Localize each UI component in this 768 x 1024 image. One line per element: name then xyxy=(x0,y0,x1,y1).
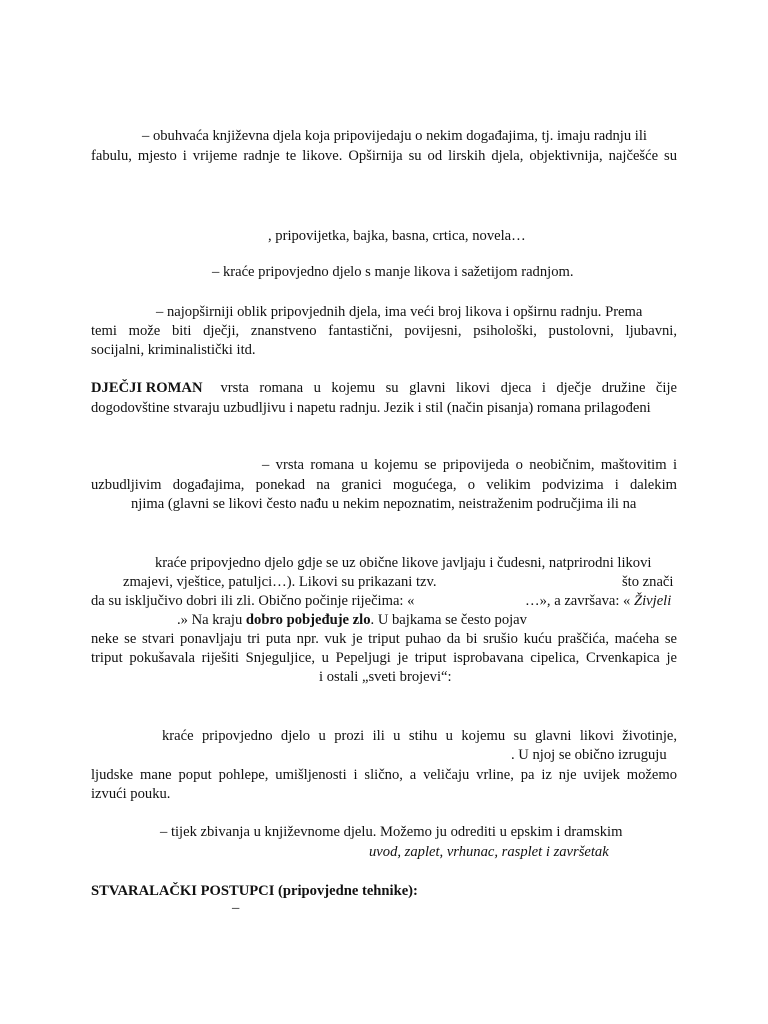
bajka-line-3c: Živjeli xyxy=(634,593,672,609)
fabula-line-1: – tijek zbivanja u književnome djelu. Možemo ju odrediti u epskim i dramskim xyxy=(160,824,623,840)
bajka-line-4b: dobro pobjeđuje zlo xyxy=(245,612,371,628)
fabula-line-2: uvod, zaplet, vrhunac, rasplet i završetak xyxy=(369,844,609,860)
fantasticni-roman-line-1: – vrsta romana u kojemu se pripovijeda o neobičnim, maštovitim i xyxy=(262,457,677,473)
bajka-line-2b: što znači xyxy=(622,574,674,590)
bajka-line-3b: …», a završava: « xyxy=(525,593,631,609)
bajka-line-6: triput pokušavala riješiti Snjeguljice, u Pepeljugi je triput isprobavana cipelica, Crvenkapica je xyxy=(91,650,677,666)
djecji-roman-title: DJEČJI ROMAN xyxy=(91,380,203,396)
fantasticni-roman-line-3: njima (glavni se likovi često nađu u nekim nepoznatim, neistraženim područjima ili na xyxy=(131,496,637,512)
bajka-line-4a: .» Na kraju xyxy=(177,612,246,628)
roman-definition-line-3: socijalni, kriminalistički itd. xyxy=(91,342,256,358)
bajka-line-3a: da su isključivo dobri ili zli. Obično počinje riječima: « xyxy=(91,593,415,609)
djecji-roman-line-1 xyxy=(91,379,677,397)
epic-kinds-list: , pripovijetka, bajka, basna, crtica, novela… xyxy=(268,228,526,244)
postupci-dash: – xyxy=(232,900,240,916)
djecji-roman-text: vrsta romana u kojemu su glavni likovi djeca i dječje družine čije xyxy=(220,380,677,396)
djecji-roman-line-2: dogodovštine stvaraju uzbudljivu i napetu radnju. Jezik i stil (način pisanja) romana prilagođeni xyxy=(91,400,651,416)
basna-line-4: izvući pouku. xyxy=(91,786,171,802)
epika-definition-line-1: – obuhvaća književna djela koja pripovijedaju o nekim događajima, tj. imaju radnju ili xyxy=(142,128,647,144)
bajka-line-1: kraće pripovjedno djelo gdje se uz obične likove javljaju i čudesni, natprirodni likovi xyxy=(155,555,652,571)
roman-definition-line-2: temi može biti dječji, znanstveno fantastični, povijesni, psihološki, pustolovni, ljubavni, xyxy=(91,323,677,339)
roman-definition-line-1: – najopširniji oblik pripovjednih djela, ima veći broj likova i opširnu radnju. Prema xyxy=(156,304,643,320)
postupci-title: STVARALAČKI POSTUPCI (pripovjedne tehnike): xyxy=(91,883,418,899)
basna-line-2: . U njoj se obično izruguju xyxy=(511,747,667,763)
basna-line-1: kraće pripovjedno djelo u prozi ili u stihu u kojemu su glavni likovi životinje, xyxy=(162,728,677,744)
bajka-line-7: i ostali „sveti brojevi“: xyxy=(319,669,452,685)
pripovijetka-definition: – kraće pripovjedno djelo s manje likova i sažetijom radnjom. xyxy=(212,264,574,280)
bajka-line-2a: zmajevi, vještice, patuljci…). Likovi su prikazani tzv. xyxy=(123,574,437,590)
bajka-line-4 xyxy=(177,611,527,629)
epika-definition-line-2: fabulu, mjesto i vrijeme radnje te likove. Opširnija su od lirskih djela, objektivnija, najčešće su xyxy=(91,148,677,164)
basna-line-3: ljudske mane poput pohlepe, umišljenosti i slično, a veličaju vrline, pa iz nje uvijek možemo xyxy=(91,767,677,783)
bajka-line-5: neke se stvari ponavljaju tri puta npr. vuk je triput puhao da bi srušio kuću praščića, maćeha se xyxy=(91,631,677,647)
fantasticni-roman-line-2: uzbudljivim događajima, ponekad na granici mogućega, o velikim podvizima i dalekim xyxy=(91,477,677,493)
bajka-line-4c: . U bajkama se često pojav xyxy=(370,612,527,628)
